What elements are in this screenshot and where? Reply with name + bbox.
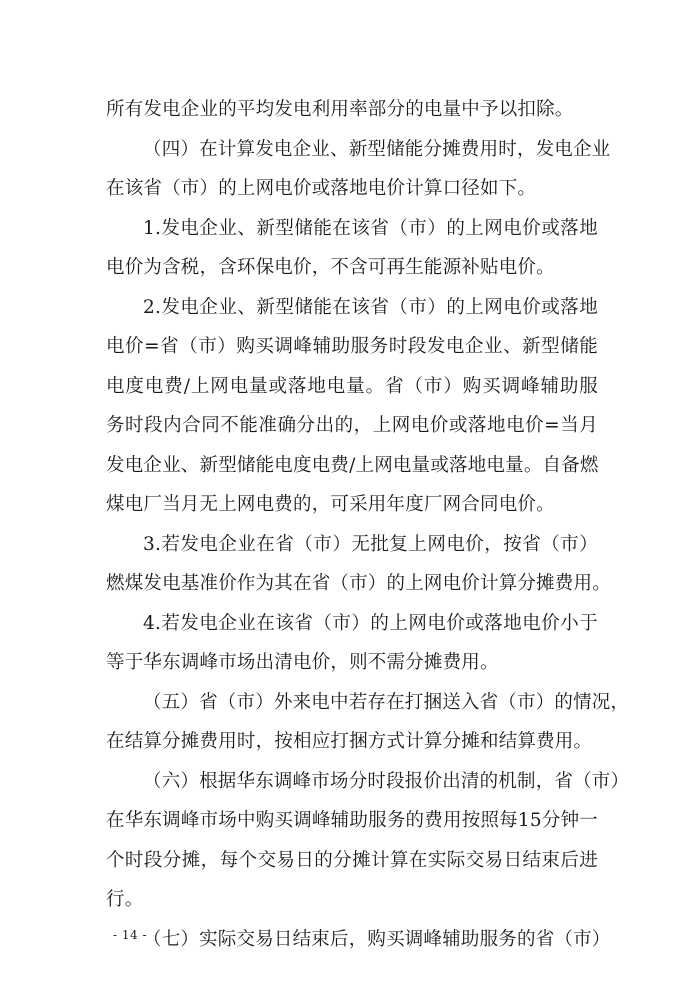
text-line: 个时段分摊，每个交易日的分摊计算在实际交易日结束后进 — [106, 849, 598, 871]
text-line: 在结算分摊费用时，按相应打捆方式计算分摊和结算费用。 — [106, 731, 593, 752]
text-line: 1.发电企业、新型储能在该省（市）的上网电价或落地 — [143, 217, 598, 239]
text-line: 在华东调峰市场中购买调峰辅助服务的费用按照每15分钟一 — [106, 810, 598, 831]
text-line: 2.发电企业、新型储能在该省（市）的上网电价或落地 — [143, 296, 598, 318]
text-line: 燃煤发电基准价作为其在省（市）的上网电价计算分摊费用。 — [106, 573, 611, 594]
text-line: 等于华东调峰市场出清电价，则不需分摊费用。 — [106, 652, 499, 673]
text-line: （六）根据华东调峰市场分时段报价出清的机制，省（市） — [143, 770, 630, 792]
text-line: 务时段内合同不能准确分出的，上网电价或落地电价=当月 — [106, 415, 598, 436]
text-line: 3.若发电企业在省（市）无批复上网电价，按省（市） — [143, 533, 598, 555]
text-line: （四）在计算发电企业、新型储能分摊费用时，发电企业 — [143, 138, 611, 160]
page-number: - 14 - — [112, 928, 147, 942]
text-line: 4.若发电企业在该省（市）的上网电价或落地电价小于 — [143, 612, 598, 634]
text-line: 电价为含税，含环保电价，不含可再生能源补贴电价。 — [106, 257, 555, 278]
document-body — [106, 90, 630, 959]
text-line: （七）实际交易日结束后，购买调峰辅助服务的省（市） — [143, 928, 611, 950]
text-line: 行。 — [106, 889, 144, 910]
text-line: 所有发电企业的平均发电利用率部分的电量中予以扣除。 — [106, 99, 574, 120]
text-line: 煤电厂当月无上网电费的，可采用年度厂网合同电价。 — [106, 494, 555, 515]
text-line: 电度电费/上网电量或落地电量。省（市）购买调峰辅助服 — [106, 375, 598, 397]
text-line: （五）省（市）外来电中若存在打捆送入省（市）的情况， — [143, 691, 630, 713]
text-line: 发电企业、新型储能电度电费/上网电量或落地电量。自备燃 — [106, 454, 599, 476]
text-line: 在该省（市）的上网电价或落地电价计算口径如下。 — [106, 178, 537, 199]
text-line: 电价=省（市）购买调峰辅助服务时段发电企业、新型储能 — [106, 336, 598, 357]
